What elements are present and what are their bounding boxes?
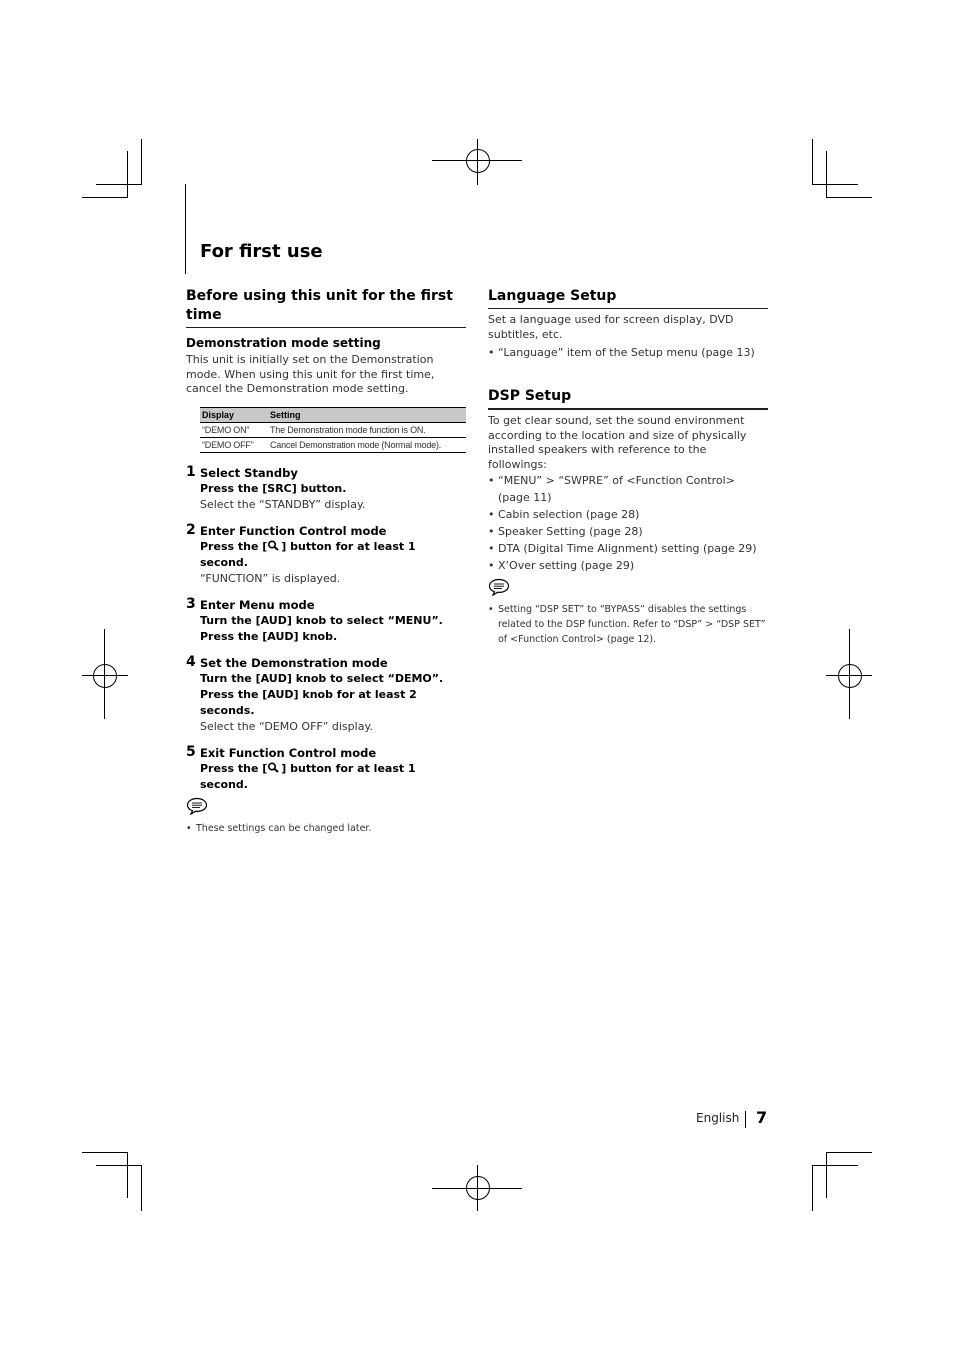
heading-rule [488,408,768,410]
left-column [186,287,466,836]
dsp-setup-heading: DSP Setup [488,388,572,404]
step-title: Exit Function Control mode [200,745,377,760]
crop-mark [826,1152,827,1198]
step-number: 3 [186,595,196,612]
table-header-display: Display [200,407,268,422]
crop-mark [812,1165,813,1211]
crop-mark [826,197,872,198]
footer-divider [745,1111,746,1128]
page-number: 7 [756,1108,768,1127]
crop-mark [812,1165,858,1166]
table-cell: Cancel Demonstration mode (Normal mode). [268,437,466,452]
crop-mark [826,1152,872,1153]
list-item: • DTA (Digital Time Alignment) setting (page 29) [488,540,768,557]
list-item: • “Language” item of the Setup menu (page 13) [488,344,768,361]
crop-mark [826,151,827,197]
step-4 [186,655,466,735]
table-row [200,437,466,452]
crop-mark [96,184,142,185]
demo-heading: Demonstration mode setting [186,336,381,350]
step-instruction: Turn the [AUD] knob to select “MENU”. [200,613,443,627]
note-text: • These settings can be changed later. [186,821,466,836]
crop-mark [812,139,813,185]
step-result: Select the “DEMO OFF” display. [200,719,373,733]
step-instruction: Press the [ ] button for at least 1 second. [200,761,416,791]
section-heading-before-first-use: Before using this unit for the first time [186,288,453,323]
language-setup-body: Set a language used for screen display, DVD subtitles, etc. [488,313,734,341]
step-title: Select Standby [200,465,298,480]
step-5 [186,745,466,793]
note-text: • Setting “DSP SET” to “BYPASS” disables the settings related to the DSP function. Refer to “DSP” > “DSP SET” of <Function Control> (page 12). [488,602,768,647]
step-1 [186,465,466,513]
note-icon [488,578,510,596]
title-bar [185,184,186,274]
step-title: Enter Function Control mode [200,523,387,538]
table-row [200,422,466,437]
table-cell: The Demonstration mode function is ON. [268,422,466,437]
right-column [488,287,768,647]
search-icon [267,540,281,551]
step-instruction: Press the [SRC] button. [200,481,347,495]
step-list [186,465,466,793]
table-header-setting: Setting [268,407,466,422]
crop-mark [82,197,128,198]
heading-rule [186,327,466,328]
step-instruction: Turn the [AUD] knob to select “DEMO”. [200,671,444,685]
table-cell: “DEMO OFF” [200,437,268,452]
crop-mark [127,151,128,197]
step-instruction: Press the [ ] button for at least 1 second. [200,539,416,569]
note-icon [186,797,208,815]
step-result: Select the “STANDBY” display. [200,497,366,511]
step-2 [186,523,466,587]
crop-mark [127,1152,128,1198]
step-number: 4 [186,653,196,670]
step-instruction: Press the [AUD] knob. [200,629,338,643]
step-title: Enter Menu mode [200,597,315,612]
list-item: • Speaker Setting (page 28) [488,523,768,540]
list-item: • Cabin selection (page 28) [488,506,768,523]
crop-mark [96,1165,142,1166]
crop-mark [812,184,858,185]
step-number: 5 [186,743,196,760]
demo-intro: This unit is initially set on the Demonstration mode. When using this unit for the first time, cancel the Demonstration mode setting. [186,353,435,395]
list-item: • X’Over setting (page 29) [488,557,768,574]
heading-rule [488,308,768,309]
footer-language: English [696,1111,740,1125]
dsp-setup-body: To get clear sound, set the sound environment according to the location and size of physically installed speakers with reference to the followings: [488,414,747,471]
table-header-row [200,407,466,422]
display-table [200,407,466,453]
step-3 [186,597,466,645]
step-number: 1 [186,463,196,480]
crop-mark [82,1152,128,1153]
language-setup-heading: Language Setup [488,288,617,304]
step-title: Set the Demonstration mode [200,655,388,670]
step-instruction: Press the [AUD] knob for at least 2 seconds. [200,687,417,717]
list-item: • “MENU” > “SWPRE” of <Function Control> (page 11) [488,472,768,506]
crop-mark [141,1165,142,1211]
page-title: For first use [200,241,323,262]
table-cell: “DEMO ON” [200,422,268,437]
crop-mark [141,139,142,185]
search-icon [267,762,281,773]
step-number: 2 [186,521,196,538]
step-result: “FUNCTION” is displayed. [200,571,341,585]
